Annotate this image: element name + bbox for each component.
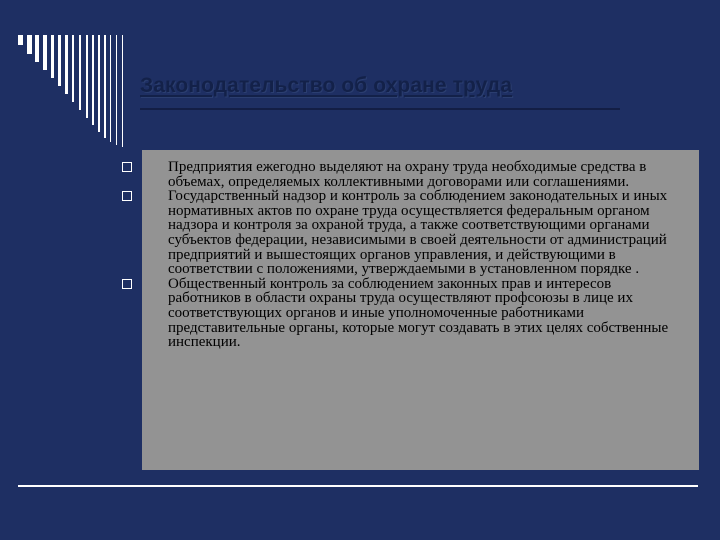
decorative-bar [79, 35, 81, 110]
decorative-bar [122, 35, 123, 147]
square-bullet-icon [122, 191, 132, 201]
decorative-bar [18, 35, 23, 45]
bullet-list [122, 160, 687, 350]
bullet-item [122, 189, 687, 277]
decorative-bar [86, 35, 88, 118]
decorative-bar [116, 35, 117, 145]
decorative-bars [0, 0, 140, 160]
decorative-bar [104, 35, 106, 138]
bullet-text: Предприятия ежегодно выделяют на охрану труда необходимые средства в объемах, определяемых коллективными договорами или соглашениями. [168, 159, 647, 190]
decorative-bar [27, 35, 32, 54]
square-bullet-icon [122, 162, 132, 172]
decorative-bar [58, 35, 61, 86]
bottom-divider [18, 485, 698, 487]
decorative-bar [51, 35, 54, 78]
decorative-bar [65, 35, 68, 94]
slide-title: Законодательство об охране труда [140, 74, 513, 97]
bullet-text: Общественный контроль за соблюдением законных прав и интересов работников в области охраны труда осуществляют профсоюзы в лице их соответствующих органов и иные уполномоченные работниками представительные органы, которые могут создавать в этих целях собственные инспекции. [168, 275, 669, 351]
decorative-bar [35, 35, 39, 62]
square-bullet-icon [122, 279, 132, 289]
decorative-bar [43, 35, 47, 70]
bullet-text: Государственный надзор и контроль за соблюдением законодательных и иных нормативных актов по охране труда осуществляется федеральным органом надзора и контроля за охраной труда, а также соответствующими органами субъектов федерации, независимыми в своей деятельности от администраций предприятий и вышестоящих органов управления, и действующими в соответствии с положениями, утверждаемыми в установленном порядке . [168, 188, 668, 278]
bullet-item [122, 160, 687, 189]
decorative-bar [72, 35, 74, 102]
decorative-bar [98, 35, 100, 132]
decorative-bar [92, 35, 94, 125]
title-divider [140, 108, 620, 110]
decorative-bar [110, 35, 111, 142]
bullet-item [122, 277, 687, 350]
